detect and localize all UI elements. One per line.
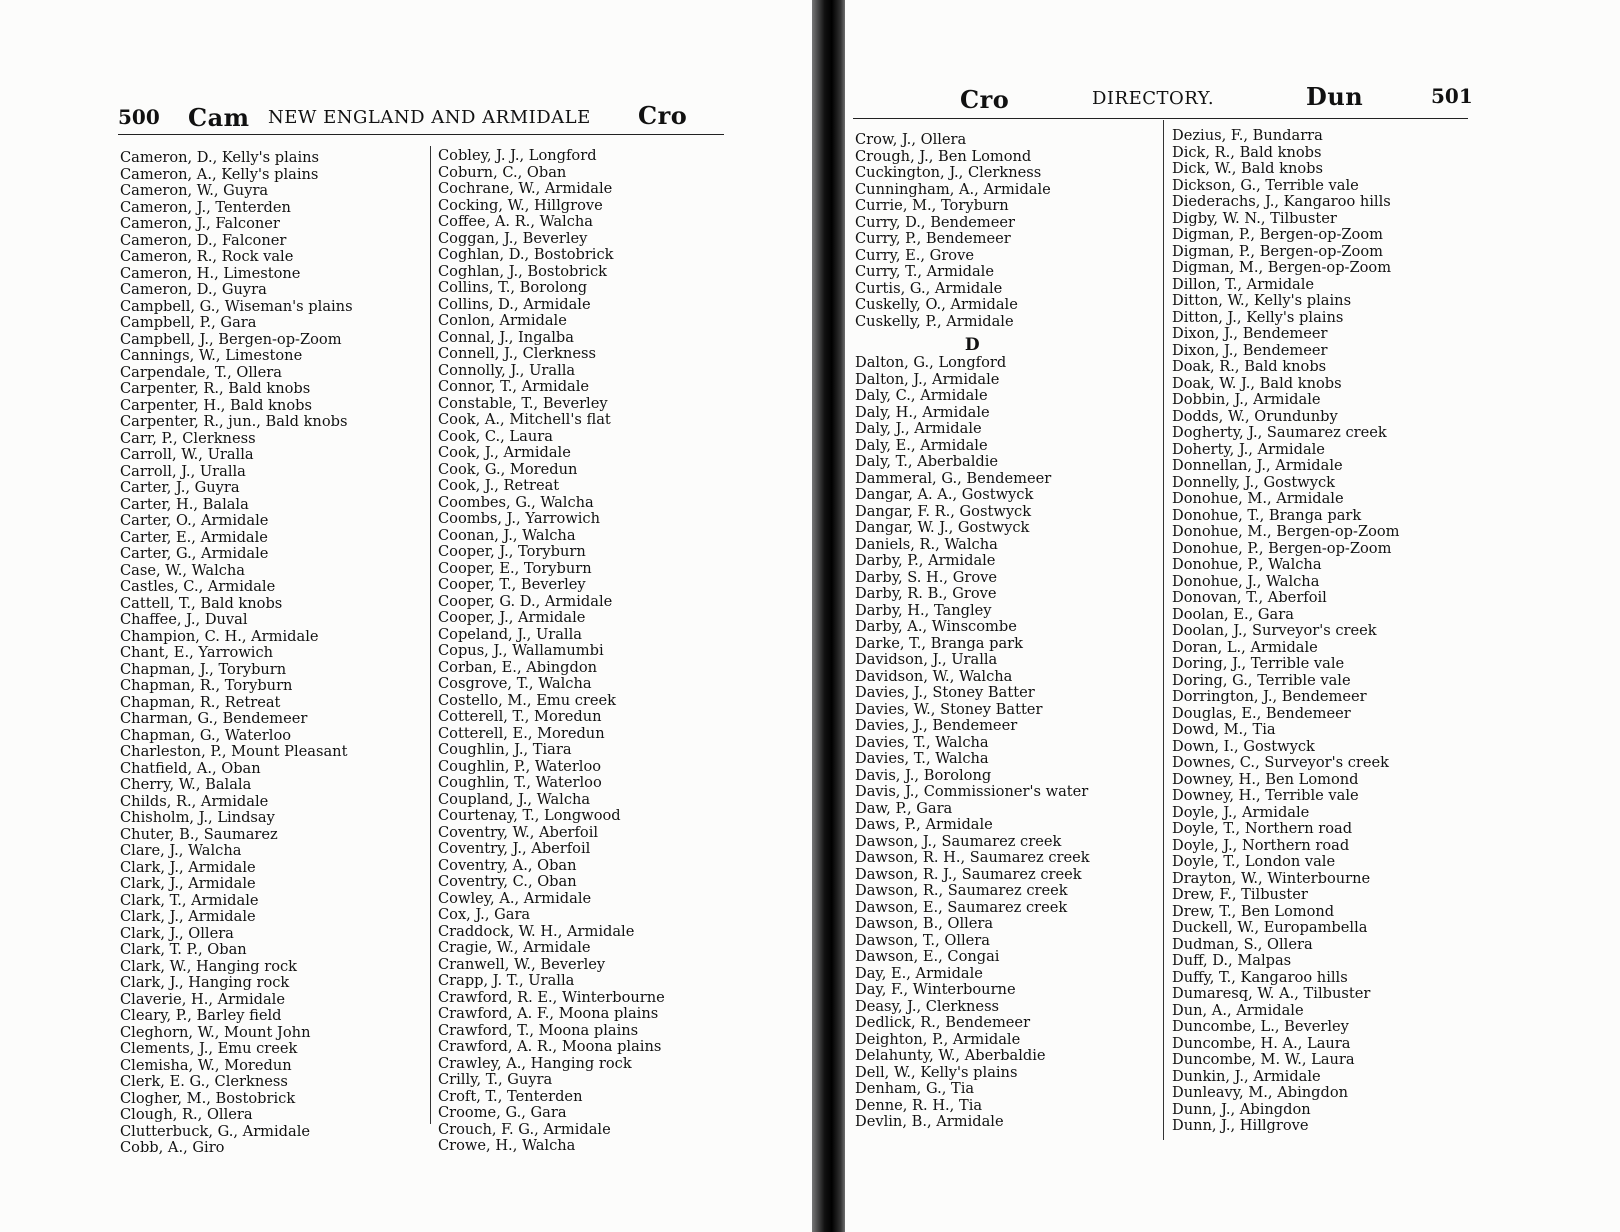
running-head-left-end: Cro: [638, 101, 688, 130]
directory-entry: Carter, G., Armidale: [120, 545, 269, 562]
right-column-2: [1172, 128, 1400, 1135]
directory-entry: Doak, R., Bald knobs: [1172, 358, 1327, 375]
directory-entry: Coggan, J., Beverley: [438, 229, 588, 247]
directory-entry: Cameron, D., Kelly's plains: [120, 149, 320, 166]
directory-entry: Chaffee, J., Duval: [120, 611, 248, 628]
directory-entry: Chuter, B., Saumarez: [120, 825, 278, 843]
directory-entry: Coventry, W., Aberfoil: [438, 823, 599, 841]
directory-entry: Dogherty, J., Saumarez creek: [1172, 424, 1387, 441]
directory-entry: Cameron, R., Rock vale: [120, 248, 294, 265]
directory-entry: Cobley, J. J., Longford: [438, 147, 597, 164]
directory-entry: Downes, C., Surveyor's creek: [1172, 754, 1390, 771]
directory-entry: Curry, P., Bendemeer: [855, 230, 1011, 247]
directory-entry: Costello, M., Emu creek: [438, 691, 616, 709]
directory-entry: Collins, D., Armidale: [438, 295, 591, 313]
directory-entry: Cox, J., Gara: [438, 906, 531, 923]
directory-entry: Crough, J., Ben Lomond: [855, 147, 1032, 165]
directory-entry: Coburn, C., Oban: [438, 163, 567, 181]
directory-entry: Cotterell, E., Moredun: [438, 724, 605, 742]
directory-entry: Cameron, W., Guyra: [120, 182, 269, 199]
section-letter-d: D: [964, 335, 980, 355]
directory-entry: Dawson, B., Ollera: [855, 915, 994, 932]
directory-entry: Campbell, J., Bergen-op-Zoom: [120, 330, 342, 348]
directory-entry: Corban, E., Abingdon: [438, 658, 598, 676]
directory-entry: Darby, A., Winscombe: [855, 618, 1017, 635]
directory-entry: Doherty, J., Armidale: [1172, 440, 1325, 458]
directory-entry: Davies, W., Stoney Batter: [855, 700, 1043, 718]
directory-entry: Clemisha, W., Moredun: [120, 1056, 292, 1074]
directory-entry: Down, I., Gostwyck: [1172, 737, 1315, 755]
directory-entry: Conlon, Armidale: [438, 312, 567, 329]
directory-entry: Cameron, J., Tenterden: [120, 198, 291, 216]
directory-entry: Clark, T., Armidale: [120, 891, 259, 909]
directory-entry: Clough, R., Ollera: [120, 1106, 253, 1123]
directory-entry: Donohue, T., Branga park: [1172, 506, 1362, 524]
left-column-2: [438, 148, 665, 1155]
right-column-1: [855, 132, 1090, 1131]
directory-entry: Dobbin, J., Armidale: [1172, 391, 1321, 408]
directory-entry: Dawson, R. J., Saumarez creek: [855, 865, 1082, 883]
directory-entry: Davies, J., Stoney Batter: [855, 684, 1035, 701]
directory-entry: Doring, G., Terrible vale: [1172, 671, 1351, 689]
directory-entry: Coupland, J., Walcha: [438, 790, 591, 808]
directory-entry: Connor, T., Armidale: [438, 378, 590, 395]
directory-entry: Cooper, T., Beverley: [438, 576, 586, 593]
running-head-right-title: DIRECTORY.: [1092, 88, 1215, 109]
directory-entry: Dangar, F. R., Gostwyck: [855, 502, 1032, 520]
directory-entry: Chapman, R., Toryburn: [120, 677, 293, 694]
directory-entry: Champion, C. H., Armidale: [120, 627, 319, 645]
directory-entry: Dawson, E., Congai: [855, 948, 1000, 965]
directory-entry: Carpenter, R., Bald knobs: [120, 380, 311, 397]
directory-entry: Chant, E., Yarrowich: [120, 644, 274, 661]
directory-entry: Davies, T., Walcha: [855, 733, 989, 751]
directory-entry: Darke, T., Branga park: [855, 634, 1023, 652]
directory-entry: Craddock, W. H., Armidale: [438, 922, 635, 940]
directory-entry: Devlin, B., Armidale: [855, 1113, 1004, 1130]
directory-entry: Cleghorn, W., Mount John: [120, 1023, 311, 1041]
directory-entry: Cotterell, T., Moredun: [438, 708, 602, 725]
directory-entry: Day, F., Winterbourne: [855, 981, 1016, 998]
directory-entry: Dorrington, J., Bendemeer: [1172, 688, 1367, 705]
directory-entry: Crouch, F. G., Armidale: [438, 1120, 611, 1138]
directory-entry: Clark, J., Hanging rock: [120, 974, 290, 991]
directory-entry: Clark, J., Ollera: [120, 924, 234, 942]
directory-entry: Cooper, G. D., Armidale: [438, 592, 613, 610]
directory-entry: Duckell, W., Europambella: [1172, 919, 1368, 936]
directory-entry: Carroll, J., Uralla: [120, 462, 246, 480]
directory-entry: Dunn, J., Hillgrove: [1172, 1117, 1309, 1134]
directory-entry: Dixon, J., Bendemeer: [1172, 341, 1328, 359]
directory-entry: Coughlin, P., Waterloo: [438, 757, 602, 775]
directory-entry: Daly, J., Armidale: [855, 420, 982, 437]
directory-entry: Crilly, T., Guyra: [438, 1071, 553, 1088]
directory-entry: Charleston, P., Mount Pleasant: [120, 743, 348, 760]
directory-entry: Daws, P., Armidale: [855, 816, 993, 833]
directory-entry: Delahunty, W., Aberbaldie: [855, 1047, 1046, 1064]
directory-entry: Croome, G., Gara: [438, 1104, 567, 1121]
directory-entry: Davis, J., Borolong: [855, 766, 992, 784]
directory-entry: Coventry, C., Oban: [438, 873, 577, 890]
column-divider-left: [430, 146, 431, 1124]
directory-entry: Doolan, E., Gara: [1172, 605, 1294, 623]
column-divider-right: [1163, 120, 1164, 1140]
directory-entry: Duncombe, L., Beverley: [1172, 1018, 1349, 1035]
directory-entry: Dawson, E., Saumarez creek: [855, 898, 1068, 916]
directory-entry: Duffy, T., Kangaroo hills: [1172, 968, 1348, 986]
directory-entry: Croft, T., Tenterden: [438, 1087, 583, 1105]
running-head-left-start: Cam: [188, 103, 250, 132]
directory-entry: Clark, T. P., Oban: [120, 941, 247, 958]
directory-entry: Dowd, M., Tia: [1172, 721, 1276, 738]
directory-entry: Clark, J., Armidale: [120, 908, 256, 925]
directory-entry: Cocking, W., Hillgrove: [438, 196, 603, 214]
directory-entry: Cameron, A., Kelly's plains: [120, 165, 319, 183]
directory-entry: Cosgrove, T., Walcha: [438, 675, 592, 692]
directory-entry: Cooper, E., Toryburn: [438, 559, 592, 577]
directory-entry: Dangar, W. J., Gostwyck: [855, 519, 1030, 536]
directory-entry: Cameron, J., Falconer: [120, 215, 280, 232]
directory-entry: Dammeral, G., Bendemeer: [855, 469, 1052, 487]
directory-entry: Cochrane, W., Armidale: [438, 180, 613, 197]
directory-entry: Cameron, D., Falconer: [120, 231, 287, 249]
directory-entry: Donohue, M., Bergen-op-Zoom: [1172, 523, 1400, 540]
directory-entry: Douglas, E., Bendemeer: [1172, 704, 1351, 722]
running-head-left-title: NEW ENGLAND AND ARMIDALE: [268, 107, 591, 128]
directory-entry: Donohue, J., Walcha: [1172, 572, 1320, 590]
directory-entry: Digman, P., Bergen-op-Zoom: [1172, 242, 1383, 260]
directory-entry: Cattell, T., Bald knobs: [120, 594, 283, 612]
directory-entry: Crawley, A., Hanging rock: [438, 1054, 632, 1072]
directory-entry: Davidson, J., Uralla: [855, 651, 998, 668]
directory-entry: Coombs, J., Yarrowich: [438, 510, 600, 527]
directory-entry: Childs, R., Armidale: [120, 792, 269, 810]
directory-entry: Connolly, J., Uralla: [438, 361, 576, 379]
directory-entry: Cobb, A., Giro: [120, 1139, 225, 1156]
directory-entry: Cuckington, J., Clerkness: [855, 164, 1042, 181]
directory-entry: Deasy, J., Clerkness: [855, 997, 1000, 1015]
directory-entry: Crow, J., Ollera: [855, 131, 967, 148]
directory-entry: Clare, J., Walcha: [120, 842, 242, 859]
directory-entry: Curry, D., Bendemeer: [855, 213, 1016, 231]
directory-entry: Crawford, R. E., Winterbourne: [438, 988, 665, 1006]
directory-entry: Coventry, A., Oban: [438, 856, 577, 874]
directory-entry: Dillon, T., Armidale: [1172, 275, 1315, 293]
directory-entry: Doyle, T., Northern road: [1172, 820, 1353, 837]
directory-entry: Daly, E., Armidale: [855, 436, 988, 454]
directory-entry: Donnellan, J., Armidale: [1172, 457, 1343, 474]
directory-entry: Donohue, P., Walcha: [1172, 556, 1322, 573]
directory-entry: Drayton, W., Winterbourne: [1172, 869, 1371, 887]
directory-entry: Carter, J., Guyra: [120, 479, 240, 496]
directory-entry: Cooper, J., Toryburn: [438, 543, 586, 560]
directory-entry: Clutterbuck, G., Armidale: [120, 1122, 311, 1140]
directory-entry: Doyle, T., London vale: [1172, 853, 1336, 870]
directory-entry: Dunleavy, M., Abingdon: [1172, 1084, 1349, 1101]
directory-entry: Crawford, A. R., Moona plains: [438, 1038, 662, 1055]
directory-entry: Coghlan, J., Bostobrick: [438, 262, 608, 280]
directory-entry: Clements, J., Emu creek: [120, 1040, 298, 1057]
directory-entry: Cook, J., Retreat: [438, 477, 560, 494]
right-page: [845, 0, 1620, 1232]
directory-entry: Carter, E., Armidale: [120, 528, 268, 546]
directory-entry: Darby, S. H., Grove: [855, 568, 998, 586]
directory-entry: Crawford, T., Moona plains: [438, 1021, 639, 1039]
directory-entry: Darby, P., Armidale: [855, 552, 996, 569]
directory-entry: Cook, J., Armidale: [438, 444, 571, 461]
directory-entry: Cameron, D., Guyra: [120, 281, 267, 298]
directory-entry: Dick, W., Bald knobs: [1172, 160, 1323, 177]
directory-entry: Cook, C., Laura: [438, 427, 553, 445]
directory-entry: Carter, H., Balala: [120, 495, 249, 513]
directory-entry: Dawson, J., Saumarez creek: [855, 832, 1062, 850]
directory-entry: Carr, P., Clerkness: [120, 429, 256, 447]
directory-entry: Dick, R., Bald knobs: [1172, 143, 1322, 161]
directory-entry: Coughlin, T., Waterloo: [438, 774, 602, 791]
page-number-right: 501: [1431, 84, 1473, 108]
directory-entry: Dumaresq, W. A., Tilbuster: [1172, 985, 1371, 1002]
directory-entry: Daly, T., Aberbaldie: [855, 453, 999, 470]
directory-entry: Doyle, J., Armidale: [1172, 803, 1310, 821]
directory-entry: Cameron, H., Limestone: [120, 264, 301, 282]
page-number-left: 500: [118, 105, 160, 129]
directory-entry: Clark, J., Armidale: [120, 858, 256, 876]
directory-entry: Duncombe, M. W., Laura: [1172, 1051, 1355, 1068]
directory-entry: Dudman, S., Ollera: [1172, 935, 1313, 953]
directory-entry: Copeland, J., Uralla: [438, 625, 582, 643]
directory-entry: Dun, A., Armidale: [1172, 1001, 1304, 1019]
directory-entry: Donnelly, J., Gostwyck: [1172, 473, 1336, 491]
directory-entry: Deighton, P., Armidale: [855, 1030, 1021, 1048]
directory-entry: Dunn, J., Abingdon: [1172, 1100, 1311, 1118]
directory-entry: Digman, M., Bergen-op-Zoom: [1172, 259, 1392, 276]
directory-entry: Crapp, J. T., Uralla: [438, 972, 575, 989]
directory-entry: Cuskelly, O., Armidale: [855, 296, 1018, 313]
directory-entry: Dalton, G., Longford: [855, 354, 1007, 371]
directory-entry: Daly, H., Armidale: [855, 403, 990, 421]
directory-entry: Courtenay, T., Longwood: [438, 807, 621, 824]
directory-entry: Doak, W. J., Bald knobs: [1172, 374, 1342, 392]
directory-entry: Dalton, J., Armidale: [855, 370, 1000, 388]
directory-entry: Diederachs, J., Kangaroo hills: [1172, 193, 1391, 210]
directory-entry: Crowe, H., Walcha: [438, 1137, 576, 1154]
directory-entry: Downey, H., Ben Lomond: [1172, 770, 1359, 788]
book-gutter: [812, 0, 848, 1232]
directory-entry: Cragie, W., Armidale: [438, 939, 591, 956]
directory-entry: Connal, J., Ingalba: [438, 328, 574, 346]
directory-entry: Denham, G., Tia: [855, 1080, 975, 1097]
directory-entry: Dell, W., Kelly's plains: [855, 1063, 1018, 1081]
directory-entry: Chatfield, A., Oban: [120, 759, 261, 777]
directory-entry: Doolan, J., Surveyor's creek: [1172, 622, 1377, 639]
directory-entry: Clerk, E. G., Clerkness: [120, 1073, 288, 1090]
directory-entry: Clark, J., Armidale: [120, 875, 256, 892]
directory-entry: Carter, O., Armidale: [120, 512, 269, 529]
header-rule-right: [853, 118, 1468, 119]
directory-entry: Davies, J., Bendemeer: [855, 717, 1018, 734]
directory-entry: Coonan, J., Walcha: [438, 526, 576, 544]
directory-entry: Claverie, H., Armidale: [120, 990, 285, 1008]
directory-entry: Dickson, G., Terrible vale: [1172, 176, 1359, 194]
directory-entry: Cunningham, A., Armidale: [855, 180, 1051, 198]
directory-entry: Cuskelly, P., Armidale: [855, 312, 1014, 330]
directory-entry: Cannings, W., Limestone: [120, 347, 303, 364]
directory-entry: Cherry, W., Balala: [120, 776, 252, 793]
directory-entry: Carroll, W., Uralla: [120, 446, 254, 463]
directory-entry: Chapman, G., Waterloo: [120, 726, 292, 744]
directory-entry: Denne, R. H., Tia: [855, 1096, 983, 1114]
directory-entry: Cowley, A., Armidale: [438, 889, 592, 907]
directory-entry: Chapman, J., Toryburn: [120, 660, 287, 678]
directory-entry: Dunkin, J., Armidale: [1172, 1067, 1321, 1085]
directory-entry: Doring, J., Terrible vale: [1172, 655, 1345, 672]
directory-entry: Day, E., Armidale: [855, 964, 983, 982]
directory-entry: Coghlan, D., Bostobrick: [438, 246, 614, 263]
directory-entry: Cook, G., Moredun: [438, 460, 578, 478]
directory-entry: Case, W., Walcha: [120, 561, 246, 579]
directory-entry: Davies, T., Walcha: [855, 750, 989, 767]
directory-entry: Currie, M., Toryburn: [855, 197, 1009, 214]
directory-entry: Constable, T., Beverley: [438, 394, 608, 412]
directory-entry: Dawson, R. H., Saumarez creek: [855, 849, 1090, 866]
directory-entry: Davis, J., Commissioner's water: [855, 783, 1089, 800]
directory-entry: Digman, P., Bergen-op-Zoom: [1172, 226, 1383, 243]
directory-entry: Duncombe, H. A., Laura: [1172, 1034, 1351, 1052]
directory-entry: Ditton, J., Kelly's plains: [1172, 308, 1344, 326]
running-head-right-start: Cro: [960, 85, 1010, 114]
directory-entry: Crawford, A. F., Moona plains: [438, 1005, 659, 1022]
directory-entry: Campbell, P., Gara: [120, 314, 257, 331]
directory-entry: Cranwell, W., Beverley: [438, 955, 606, 973]
directory-entry: Copus, J., Wallamumbi: [438, 642, 604, 659]
directory-entry: Donohue, M., Armidale: [1172, 490, 1344, 507]
directory-entry: Clogher, M., Bostobrick: [120, 1089, 296, 1107]
running-head-right-end: Dun: [1306, 82, 1364, 111]
directory-entry: Dawson, R., Saumarez creek: [855, 882, 1068, 899]
directory-entry: Donohue, P., Bergen-op-Zoom: [1172, 539, 1392, 557]
directory-entry: Coffee, A. R., Walcha: [438, 213, 593, 230]
directory-entry: Cook, A., Mitchell's flat: [438, 411, 611, 428]
directory-entry: Dixon, J., Bendemeer: [1172, 325, 1328, 342]
directory-entry: Clark, W., Hanging rock: [120, 957, 297, 975]
directory-entry: Ditton, W., Kelly's plains: [1172, 292, 1352, 309]
directory-entry: Dodds, W., Orundunby: [1172, 407, 1338, 425]
directory-entry: Cooper, J., Armidale: [438, 609, 586, 626]
directory-entry: Carpendale, T., Ollera: [120, 363, 282, 381]
directory-entry: Cleary, P., Barley field: [120, 1007, 282, 1024]
directory-entry: Dangar, A. A., Gostwyck: [855, 486, 1034, 503]
directory-entry: Downey, H., Terrible vale: [1172, 787, 1359, 804]
directory-entry: Coventry, J., Aberfoil: [438, 840, 591, 857]
directory-entry: Curtis, G., Armidale: [855, 279, 1003, 297]
directory-entry: Digby, W. N., Tilbuster: [1172, 209, 1337, 227]
directory-entry: Coombes, G., Walcha: [438, 493, 594, 511]
directory-entry: Carpenter, H., Bald knobs: [120, 396, 312, 414]
directory-entry: Dezius, F., Bundarra: [1172, 127, 1323, 144]
directory-entry: Daniels, R., Walcha: [855, 535, 998, 553]
directory-entry: Connell, J., Clerkness: [438, 345, 596, 362]
directory-entry: Castles, C., Armidale: [120, 578, 276, 595]
directory-entry: Campbell, G., Wiseman's plains: [120, 297, 353, 315]
directory-entry: Curry, E., Grove: [855, 246, 974, 264]
directory-entry: Dedlick, R., Bendemeer: [855, 1014, 1031, 1031]
directory-entry: Daly, C., Armidale: [855, 387, 988, 404]
directory-entry: Doran, L., Armidale: [1172, 638, 1318, 656]
directory-entry: Doyle, J., Northern road: [1172, 836, 1350, 854]
directory-entry: Darby, R. B., Grove: [855, 585, 997, 602]
directory-entry: Davidson, W., Walcha: [855, 667, 1013, 685]
directory-entry: Chapman, R., Retreat: [120, 693, 281, 711]
directory-entry: Drew, F., Tilbuster: [1172, 886, 1308, 903]
directory-entry: Duff, D., Malpas: [1172, 952, 1292, 969]
directory-entry: Carpenter, R., jun., Bald knobs: [120, 413, 348, 430]
directory-entry: Curry, T., Armidale: [855, 263, 994, 280]
directory-entry: Charman, G., Bendemeer: [120, 710, 308, 727]
header-rule-left: [118, 134, 724, 135]
directory-entry: Darby, H., Tangley: [855, 601, 992, 619]
directory-entry: Donovan, T., Aberfoil: [1172, 589, 1327, 606]
directory-entry: Drew, T., Ben Lomond: [1172, 902, 1335, 920]
directory-entry: Collins, T., Borolong: [438, 279, 588, 296]
directory-entry: Coughlin, J., Tiara: [438, 741, 572, 758]
directory-entry: Dawson, T., Ollera: [855, 931, 990, 949]
directory-entry: Chisholm, J., Lindsay: [120, 809, 275, 826]
left-column-1: [120, 150, 353, 1157]
directory-entry: Daw, P., Gara: [855, 799, 953, 817]
